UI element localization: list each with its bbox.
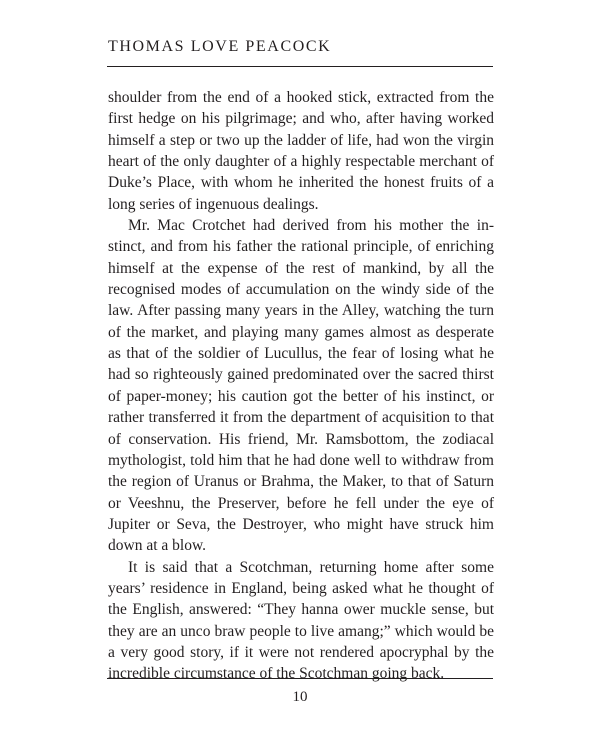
paragraph: Mr. Mac Crotchet had derived from his mother the instinct, and from his father the rational principle, of enriching himself at the expense of the rest of mankind, by all the recognised modes of accumulation on the windy side of the law. After passing many years in the Alley, watching the turn of the market, and playing many games almost as desperate as that of the soldier of Lucullus, the fear of losing what he had so righteously gained predominated over the sacred thirst of paper-money; his caution got the better of his instinct, or rather transferred it from the department of acquisition to that of conservation. His friend, Mr. Ramsbottom, the zodiacal mythologist, told him that he had done well to withdraw from the region of Uranus or Brahma, the Maker, to that of Saturn or Veeshnu, the Preserver, before he fell under the eye of Jupiter or Seva, the Destroyer, who might have struck him down at a blow. xyxy=(108,217,494,555)
page-number: 10 xyxy=(292,689,308,705)
paragraph: It is said that a Scotchman, returning home after some years’ residence in England, being asked what he thought of the English, answered: “They hanna ower muckle sense, but they are an unco braw people to live amang;” which would be a very good story, if it were not rendered apocryphal by the incredible circumstance of the Scotchman going back. xyxy=(108,558,494,683)
header-rule xyxy=(107,66,493,67)
footer-rule xyxy=(107,678,493,679)
paragraph-continued: shoulder from the end of a hooked stick, extracted from the first hedge on his pilgrimage; and who, after having worked himself a step or two up the ladder of life, had won the virgin heart of the only daughter of a highly respectable merchant of Duke’s Place, with whom he inherited the honest fruits of a long series of ingenuous dealings. xyxy=(108,89,494,213)
body-text xyxy=(108,87,494,685)
running-head: THOMAS LOVE PEACOCK xyxy=(108,38,332,55)
